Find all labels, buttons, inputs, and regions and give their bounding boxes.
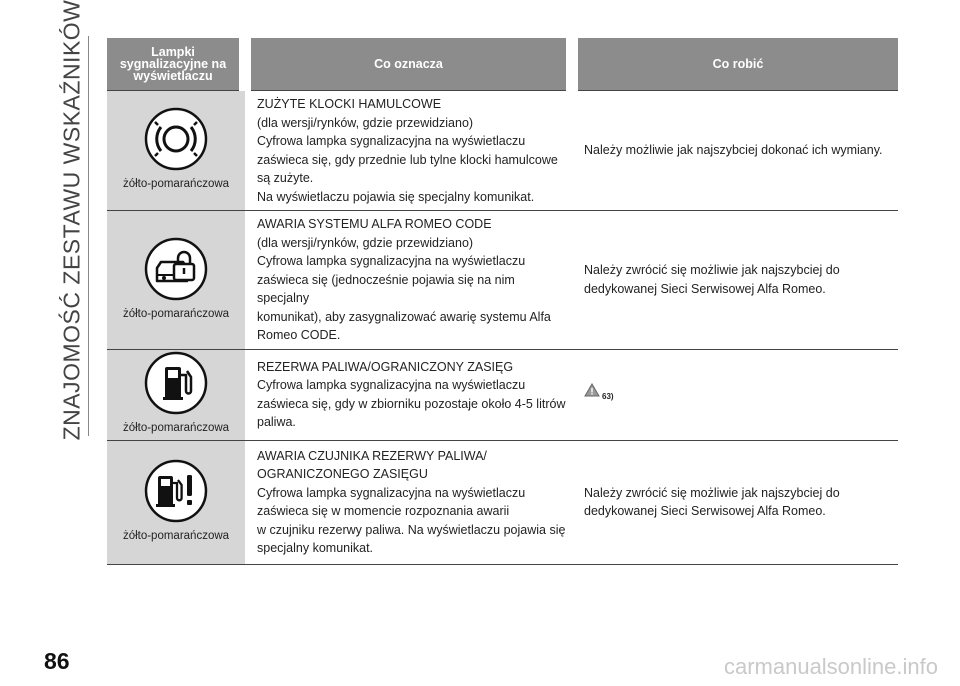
- meaning-line: Na wyświetlaczu pojawia się specjalny komunikat.: [257, 189, 535, 204]
- meaning-cell: [245, 349, 572, 440]
- meaning-line: OGRANICZONEGO ZASIĘGU: [257, 467, 428, 481]
- icon-cell: [107, 440, 245, 564]
- page-number: 86: [44, 648, 70, 674]
- meaning-title: AWARIA SYSTEMU ALFA ROMEO CODE: [257, 217, 492, 231]
- meaning-line: zaświeca się, gdy w zbiorniku pozostaje około 4-5 litrów: [257, 396, 566, 411]
- meaning-line: Cyfrowa lampka sygnalizacyjna na wyświetlaczu: [257, 485, 526, 500]
- table-row: [107, 349, 898, 440]
- action-cell: [572, 349, 898, 440]
- chapter-title: ZNAJOMOŚĆ ZESTAWU WSKAŹNIKÓW: [58, 0, 85, 441]
- meaning-line: Romeo CODE.: [257, 328, 341, 342]
- icon-cell: [107, 91, 245, 211]
- meaning-line: Cyfrowa lampka sygnalizacyjna na wyświetlaczu: [257, 378, 526, 392]
- meaning-line: zaświeca się (jednocześnie pojawia się na nim specjalny: [257, 272, 515, 305]
- table-row: [107, 91, 898, 211]
- icon-cell: [107, 211, 245, 350]
- meaning-cell: [245, 91, 572, 211]
- meaning-line: w czujniku rezerwy paliwa. Na wyświetlaczu pojawia się: [257, 522, 566, 537]
- meaning-line: komunikat), aby zasygnalizować awarię systemu Alfa: [257, 309, 551, 324]
- table-row: [107, 440, 898, 564]
- color-label: żółto-pomarańczowa: [122, 529, 230, 542]
- header-action: Co robić: [572, 38, 898, 91]
- action-cell: Należy zwrócić się możliwie jak najszybciej do dedykowanej Sieci Serwisowej Alfa Romeo.: [572, 211, 898, 350]
- meaning-line: zaświeca się w momencie rozpoznania awarii: [257, 504, 510, 518]
- action-cell: Należy możliwie jak najszybciej dokonać ich wymiany.: [572, 91, 898, 211]
- meaning-line: paliwa.: [257, 415, 296, 429]
- fuel-reserve-sensor-failure-icon: [144, 459, 208, 523]
- header-meaning: Co oznacza: [245, 38, 572, 91]
- color-label: żółto-pomarańczowa: [122, 307, 230, 320]
- warning-triangle-icon: [584, 383, 600, 397]
- color-label: żółto-pomarańczowa: [122, 422, 230, 435]
- meaning-title: REZERWA PALIWA/OGRANICZONY ZASIĘG: [257, 359, 514, 374]
- table-header-row: [107, 38, 898, 91]
- brake-pad-wear-icon: [144, 107, 208, 171]
- meaning-line: specjalny komunikat.: [257, 541, 374, 555]
- chapter-divider: [88, 36, 89, 436]
- meaning-title: AWARIA CZUJNIKA REZERWY PALIWA/: [257, 448, 487, 463]
- alfa-romeo-code-failure-icon: [144, 237, 208, 301]
- chapter-title-vertical: [52, 0, 92, 440]
- meaning-line: są zużyte.: [257, 171, 314, 185]
- warning-lights-table: [107, 38, 898, 565]
- color-label: żółto-pomarańczowa: [122, 178, 230, 191]
- meaning-line: Cyfrowa lampka sygnalizacyjna na wyświetlaczu: [257, 134, 526, 148]
- meaning-line: Cyfrowa lampka sygnalizacyjna na wyświetlaczu: [257, 254, 526, 268]
- meaning-line: (dla wersji/rynków, gdzie przewidziano): [257, 235, 474, 250]
- table-row: [107, 211, 898, 350]
- meaning-title: ZUŻYTE KLOCKI HAMULCOWE: [257, 97, 442, 111]
- warning-ref-number[interactable]: 63): [602, 391, 614, 401]
- header-lights: Lampki sygnalizacyjne na wyświetlaczu: [107, 38, 245, 91]
- fuel-reserve-icon: [144, 351, 208, 415]
- watermark: carmanualsonline.info: [723, 654, 938, 679]
- action-cell: Należy zwrócić się możliwie jak najszybciej do dedykowanej Sieci Serwisowej Alfa Romeo.: [572, 440, 898, 564]
- icon-cell: [107, 349, 245, 440]
- meaning-line: (dla wersji/rynków, gdzie przewidziano): [257, 115, 474, 130]
- meaning-cell: [245, 440, 572, 564]
- meaning-line: zaświeca się, gdy przednie lub tylne klocki hamulcowe: [257, 152, 558, 167]
- meaning-cell: [245, 211, 572, 350]
- warning-reference: [584, 383, 894, 407]
